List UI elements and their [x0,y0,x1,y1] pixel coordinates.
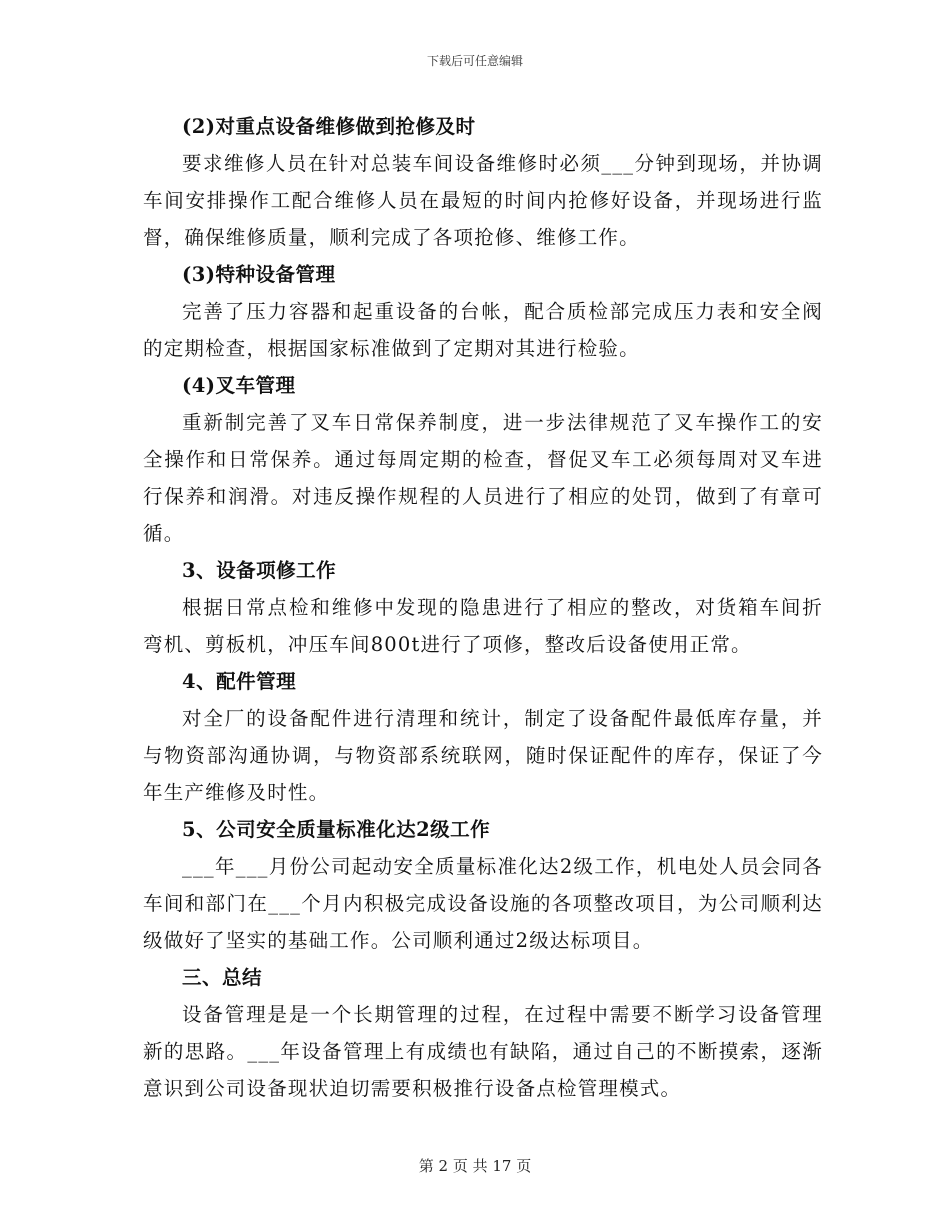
paragraph-repair: 要求维修人员在针对总装车间设备维修时必须___分钟到现场，并协调车间安排操作工配合维修人员在最短的时间内抢修好设备，并现场进行监督，确保维修质量，顺利完成了各项抢修、维修工作。 [143,152,823,249]
section-heading-parts: 4、配件管理 [182,670,297,693]
paragraph-standardization: ___年___月份公司起动安全质量标准化达2级工作，机电处人员会同各车间和部门在___个月内积极完成设备设施的各项整改项目，为公司顺利达级做好了坚实的基础工作。公司顺利通过2级达标项目。 [143,855,823,952]
page-footer: 第 2 页 共 17 页 [418,1157,532,1175]
section-heading-standardization: 5、公司安全质量标准化达2级工作 [182,818,491,841]
section-heading-repair: (2)对重点设备维修做到抢修及时 [182,115,476,138]
paragraph-forklift: 重新制完善了叉车日常保养制度，进一步法律规范了叉车操作工的安全操作和日常保养。通过每周定期的检查，督促叉车工必须每周对叉车进行保养和润滑。对违反操作规程的人员进行了相应的处罚，做到了有章可循。 [143,411,823,545]
paragraph-parts: 对全厂的设备配件进行清理和统计，制定了设备配件最低库存量，并与物资部沟通协调，与物资部系统联网，随时保证配件的库存，保证了今年生产维修及时性。 [143,707,823,804]
page-header: 下载后可任意编辑 [426,54,523,68]
document-body [143,108,823,1107]
paragraph-item-repair: 根据日常点检和维修中发现的隐患进行了相应的整改，对货箱车间折弯机、剪板机，冲压车间800t进行了项修，整改后设备使用正常。 [143,596,823,656]
paragraph-summary: 设备管理是是一个长期管理的过程，在过程中需要不断学习设备管理新的思路。___年设备管理上有成绩也有缺陷，通过自己的不断摸索，逐渐意识到公司设备现状迫切需要积极推行设备点检管理模式。 [143,1003,823,1100]
section-heading-item-repair: 3、设备项修工作 [182,559,337,582]
section-heading-summary: 三、总结 [182,966,263,989]
section-heading-forklift: (4)叉车管理 [182,374,296,397]
paragraph-special-equipment: 完善了压力容器和起重设备的台帐，配合质检部完成压力表和安全阀的定期检查，根据国家标准做到了定期对其进行检验。 [143,300,823,360]
section-heading-special-equipment: (3)特种设备管理 [182,263,336,286]
